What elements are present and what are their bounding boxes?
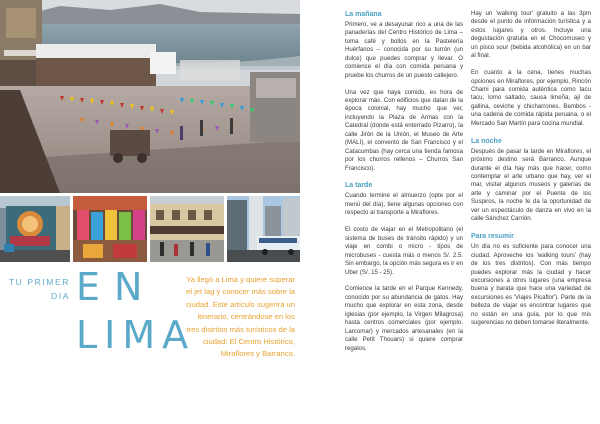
paragraph: El costo de viajar en el Metropolitano (el sistema de buses de tránsito rápido) y un viaje en combi o micro - tipos de microbuses - cuesta más o menos S/. 2.5. Sin embargo, la opción más segura es ir en Uber (S/. 15 - 25). [345,226,463,276]
hero-photo-miraflores-pier [0,0,300,193]
photo-city-street-bus [227,196,300,262]
intro-text: Ya llegó a Lima y quiere superar el jet lag y conocer más sobre la ciudad. Este artículo sugerirá un itinerario, centrándose en los tres distritos más turísticos de la ciudad: El Centro Histórico, Miraflores y Barranco. [186,275,295,359]
heading-manana: La mañana [345,11,382,18]
right-page [300,0,600,424]
heading-resumir: Para resumir [471,233,514,241]
paragraph: Una vez que haya comido, es hora de explorar más. Con edificios que datan de la época colonial, hay mucho que ver, incluyendo la Plaza de Armas con la Catedral (donde está enterrado Pizarro), la calle Jirón de la Unión, el Museo de Arte (MALI), el convento de San Francisco y el Catacumbas (hay cerca una tienda famosa por los churros rellenos – Churros San Francisco). [345,88,463,172]
text-column-1 [345,10,463,361]
photo-colonial-plaza [150,196,224,262]
kicker-line-2: DIA [51,291,70,301]
kicker-line-1: TU PRIMER [8,277,70,287]
article-title [76,264,196,358]
thumbnail-strip [0,196,300,262]
paragraph: Un día no es suficiente para conocer una ciudad. Aproveche los 'walking tours' (hay de los tres distritos). Con más tiempo puedes explorar más la ciudad y hacer excursiones a otros lugares (una empresa buena y barata que hace una variedad de excursiones es 'Viajes Picaflor'). Parte de la belleza de viajar es encontrar lugares que no están en una guía, por lo que mis sugerencias no deben tomarse literalmente. [471,243,591,327]
photo-street-mural [0,196,70,262]
paragraph: En cuanto a la cena, tienes muchas opciones en Miraflores, por ejemplo, Rincón Chami para comida auténtica como tacu tacu, lomo saltado, causa limeña, ají de gallina, ceviche y chicharrones. Bembos - una cadena de comida rápida peruana, o el Mercado San Martín para cocina mundial. [471,69,591,127]
heading-noche: La noche [471,137,502,145]
heading-tarde: La tarde [345,182,373,190]
text-column-2 [471,10,591,336]
kicker [4,275,70,303]
paragraph: Hay un 'walking tour' gratuito a las 3pm desde el punto de información turística y a estos lugares y otros. Incluye una degustación gratuita en el Chocomuseo y un pisco sour (bebida alcohólica) en un bar al final. [471,10,591,60]
paragraph: Primero, ve a desayunar rico a una de las panaderías del Centro Histórico de Lima – toma café y bollos en la Pastelería Huérfanos – conocida por su turrón (un dulce) que puedes comprar y llevar. O comience el día con comida peruana y pruebe los churros de un puesto callejero. [345,21,463,79]
paragraph: Comience la tarde en el Parque Kennedy, conocido por su abundancia de gatos. Hay mucho que explorar en esta zona, desde iglesias (por ejemplo, la Virgen Milagrosa) hasta centros comerciales (por ejemplo, Larcomar) y mercados artesanales (en la calle Petit Thouars) si quiere comprar regalos. [345,285,463,352]
photo-market-stalls [73,196,147,262]
title-line-2: LIMA [76,313,196,357]
paragraph: Cuando termine el almuerzo (opte por el menú del día), tiene algunas opciones con respecto al transporte a Miraflores. [345,192,463,217]
paragraph: Después de pasar la tarde en Miraflores, el próximo destino será Barranco. Aunque durante el día hay más que hacer, como contemplar el arte urbano que hay, ver el mar, visitar algunos museos y galerías de arte y caminar por el Puente de los Suspiros, la noche te da la oportunidad de ver un espectáculo de danza en vivo en la calle Sánchez Carrión. [471,147,591,223]
title-line-1: EN [76,265,157,309]
